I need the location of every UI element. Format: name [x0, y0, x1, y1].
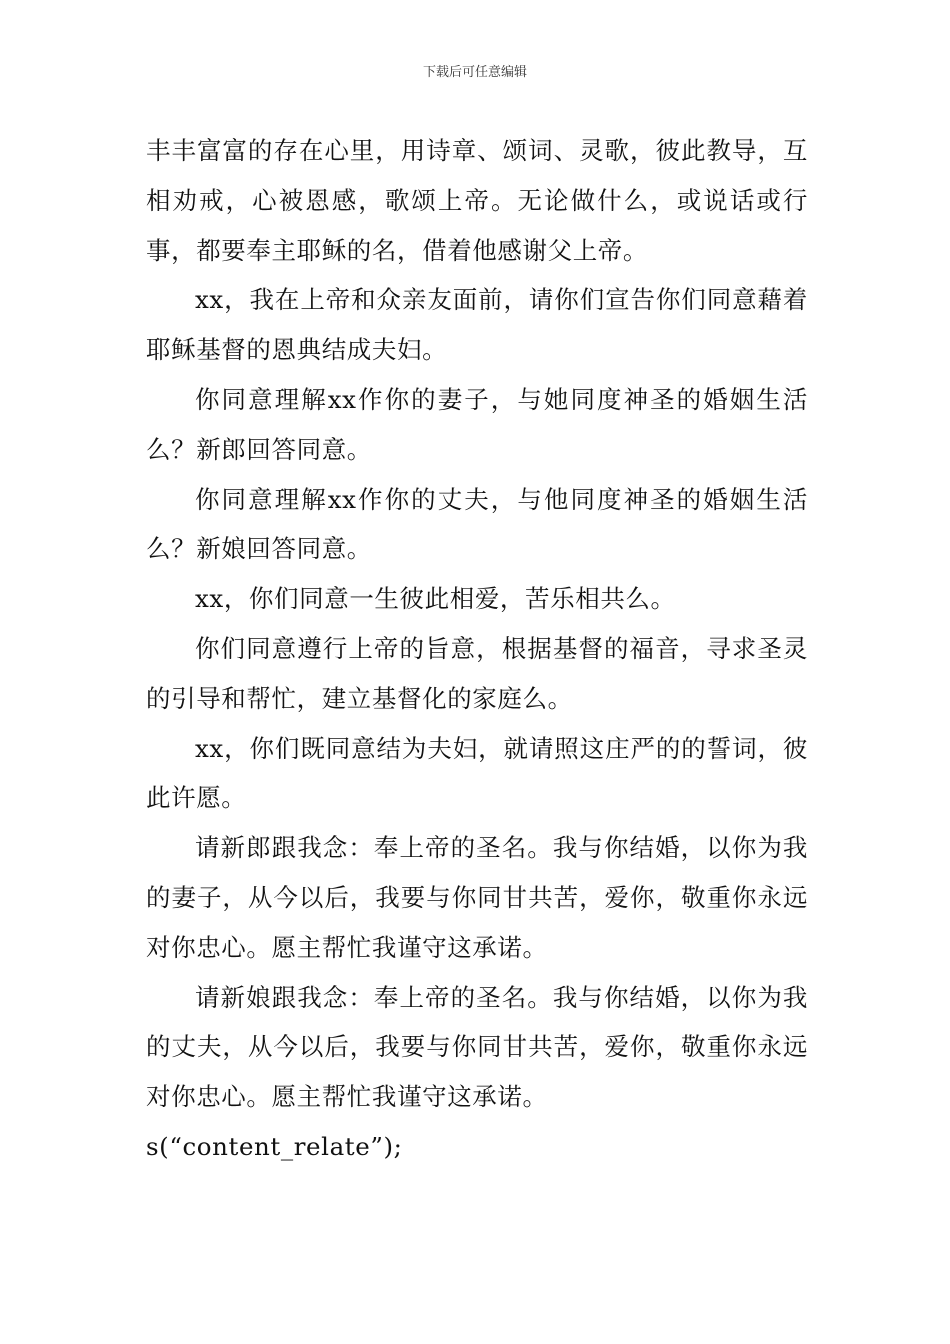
paragraph-3: 你同意理解xx作你的妻子，与她同度神圣的婚姻生活么？新郎回答同意。: [146, 384, 808, 464]
paragraph-8: 请新郎跟我念：奉上帝的圣名。我与你结婚，以你为我的妻子，从今以后，我要与你同甘共苦，爱你，敬重你永远对你忠心。愿主帮忙我谨守这承诺。: [146, 833, 808, 962]
paragraph-1: 丰丰富富的存在心里，用诗章、颂词、灵歌，彼此教导，互相劝戒，心被恩感，歌颂上帝。无论做什么，或说话或行事，都要奉主耶稣的名，借着他感谢父上帝。: [146, 136, 808, 265]
paragraph-7: xx，你们既同意结为夫妇，就请照这庄严的的誓词，彼此许愿。: [146, 733, 808, 813]
document-body: [146, 126, 808, 1172]
paragraph-4: 你同意理解xx作你的丈夫，与他同度神圣的婚姻生活么？新娘回答同意。: [146, 484, 808, 564]
footer-script-text: s(“content_relate”);: [146, 1131, 403, 1161]
paragraph-6: 你们同意遵行上帝的旨意，根据基督的福音，寻求圣灵的引导和帮忙，建立基督化的家庭么。: [146, 633, 808, 713]
paragraph-9: 请新娘跟我念：奉上帝的圣名。我与你结婚，以你为我的丈夫，从今以后，我要与你同甘共苦，爱你，敬重你永远对你忠心。愿主帮忙我谨守这承诺。: [146, 982, 808, 1112]
paragraph-5: xx，你们同意一生彼此相爱，苦乐相共么。: [195, 584, 676, 614]
page-header: 下载后可任意编辑: [422, 65, 527, 80]
paragraph-2: xx，我在上帝和众亲友面前，请你们宣告你们同意藉着耶稣基督的恩典结成夫妇。: [146, 285, 808, 365]
